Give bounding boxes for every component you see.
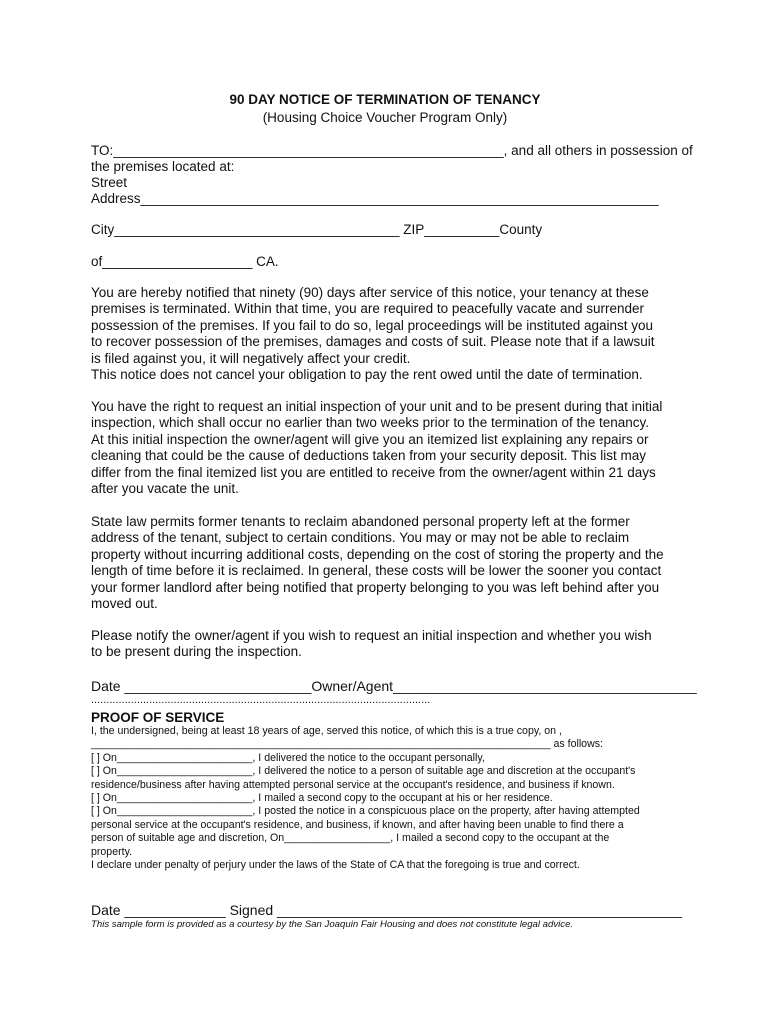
paragraph-line: This notice does not cancel your obligation to pay the rent owed until the date of termination. <box>91 367 643 383</box>
date-signed-line: Date _____________ Signed ____________________________________________________ <box>91 902 682 918</box>
proof-of-service-body <box>91 725 640 872</box>
inspection-paragraph <box>91 399 691 497</box>
paragraph-line: to be present during the inspection. <box>91 644 302 660</box>
paragraph-line: premises is terminated. Within that time, you are required to peacefully vacate and surrender <box>91 301 645 317</box>
footer-disclaimer: This sample form is provided as a courtesy by the San Joaquin Fair Housing and does not constitute legal advice. <box>91 919 574 930</box>
proof-line: property. <box>91 845 133 858</box>
paragraph-line: is filed against you, it will negatively affect your credit. <box>91 350 411 366</box>
document-title: 90 DAY NOTICE OF TERMINATION OF TENANCY <box>229 92 541 107</box>
proof-line: [ ] On_______________________, I posted the notice in a conspicuous place on the property, after having attempted <box>91 805 640 818</box>
paragraph-line: address of the tenant, subject to certain conditions. You may or may not be able to reclaim <box>91 530 630 546</box>
abandoned-property-paragraph <box>91 514 691 612</box>
paragraph-line: cleaning that could be the cause of deductions taken from your security deposit. This list may <box>91 448 647 464</box>
document-subtitle: (Housing Choice Voucher Program Only) <box>262 110 508 125</box>
paragraph-line: possession of the premises. If you fail to do so, legal proceedings will be instituted against you <box>91 317 654 333</box>
proof-line: [ ] On_______________________, I delivered the notice to a person of suitable age and discretion at the occupant's <box>91 765 636 778</box>
paragraph-line: your former landlord after being notified that property belonging to you was left behind after you <box>91 579 660 595</box>
paragraph-line: differ from the final itemized list you are entitled to receive from the owner/agent within 21 days <box>91 464 656 480</box>
paragraph-line: to recover possession of the premises, damages and costs of suit. Please note that if a lawsuit <box>91 334 655 350</box>
proof-line: person of suitable age and discretion, On__________________, I mailed a second copy to the occupant at the <box>91 832 610 845</box>
proof-line: personal service at the occupant's residence, and business, if known, and after having been unable to find there a <box>91 818 624 831</box>
proof-line: residence/business after having attempted personal service at the occupant's residence, and business if known. <box>91 778 615 791</box>
notify-paragraph <box>91 628 691 661</box>
proof-line: I declare under penalty of perjury under the laws of the State of CA that the foregoing is true and correct. <box>91 859 580 872</box>
paragraph-line: You are hereby notified that ninety (90) days after service of this notice, your tenancy at these <box>91 285 649 300</box>
termination-paragraph <box>91 285 691 383</box>
dotted-separator: ............................................................................................................... <box>91 694 431 706</box>
date-owner-agent-line: Date ________________________Owner/Agent_______________________________________ <box>91 678 697 694</box>
city-zip-county-line: City______________________________________ ZIP__________County <box>91 222 543 237</box>
paragraph-line: At this initial inspection the owner/agent will give you an itemized list explaining any repairs or <box>91 431 649 447</box>
address-line: Address_____________________________________________________________________ <box>91 191 659 206</box>
proof-of-service-heading: PROOF OF SERVICE <box>91 710 225 725</box>
paragraph-line: property without incurring additional costs, depending on the cost of storing the property and the <box>91 546 664 562</box>
premises-line: the premises located at: <box>91 159 235 174</box>
proof-line: [ ] On_______________________, I delivered the notice to the occupant personally, <box>91 751 485 764</box>
paragraph-line: Please notify the owner/agent if you wish to request an initial inspection and whether you wish <box>91 628 652 643</box>
to-line: TO:____________________________________________________, and all others in possession of <box>91 143 693 158</box>
paragraph-line: after you vacate the unit. <box>91 481 239 497</box>
proof-line: I, the undersigned, being at least 18 years of age, served this notice, of which this is a true copy, on , <box>91 725 562 737</box>
proof-line: ______________________________________________________________________________ as follows: <box>91 738 603 751</box>
paragraph-line: State law permits former tenants to reclaim abandoned personal property left at the former <box>91 514 630 529</box>
street-line: Street <box>91 175 128 190</box>
of-ca-line: of____________________ CA. <box>91 254 279 269</box>
paragraph-line: inspection, which shall occur no earlier than two weeks prior to the termination of the tenancy. <box>91 415 650 431</box>
proof-line: [ ] On_______________________, I mailed a second copy to the occupant at his or her residence. <box>91 792 553 805</box>
paragraph-line: You have the right to request an initial inspection of your unit and to be present during that initial <box>91 399 663 414</box>
paragraph-line: length of time before it is reclaimed. In general, these costs will be lower the sooner you contact <box>91 563 662 579</box>
paragraph-line: moved out. <box>91 596 158 612</box>
